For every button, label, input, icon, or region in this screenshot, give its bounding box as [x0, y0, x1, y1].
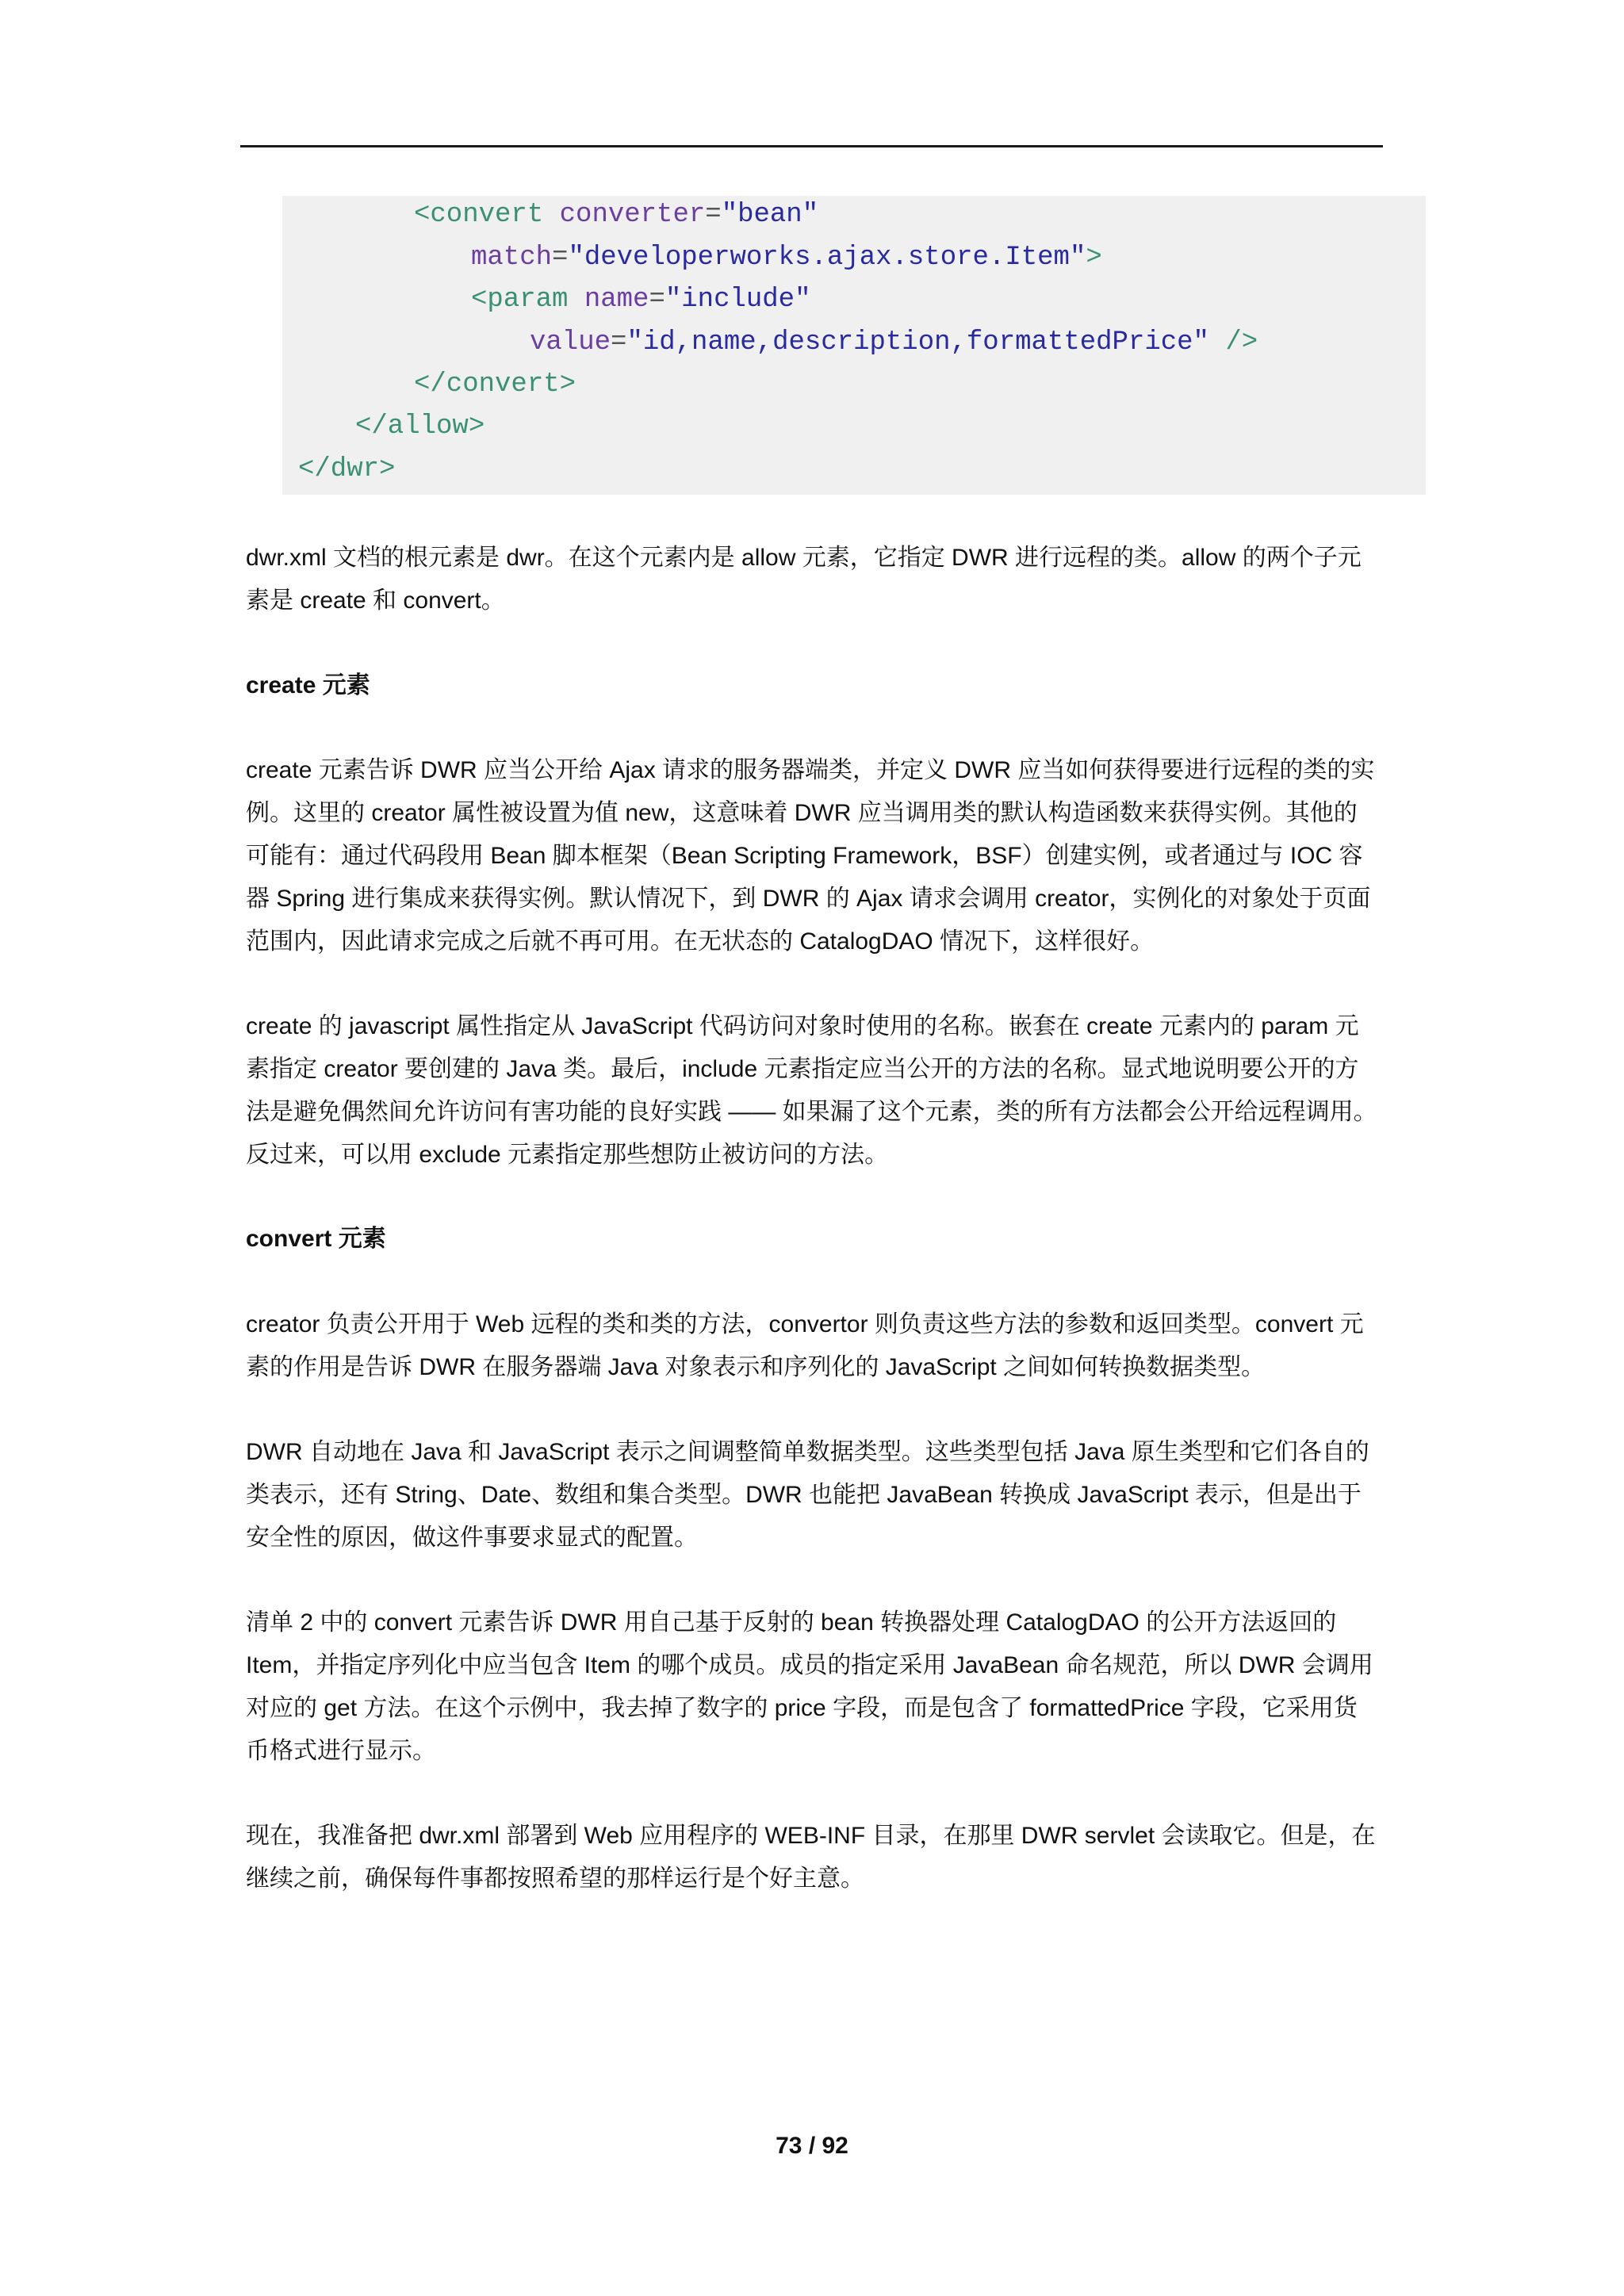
- page-number: 73 / 92: [776, 2133, 848, 2159]
- code-value: "include": [665, 285, 811, 315]
- code-line-3: [471, 284, 811, 316]
- code-attr: name: [584, 285, 649, 315]
- code-tag: <param: [471, 285, 584, 315]
- paragraph-3: create 的 javascript 属性指定从 JavaScript 代码访问对象时使用的名称。嵌套在 create 元素内的 param 元素指定 creator 要创建的 Java 类。最后，include 元素指定应当公开的方法的名称。显式地说明要公开的方法是避免偶然间允许访问有害功能的良好实践 —— 如果漏了这个元素，类的所有方法都会公开给远程调用。反过来，可以用 exclude 元素指定那些想防止被访问的方法。: [246, 1013, 1377, 1168]
- code-value: "bean": [721, 200, 819, 230]
- code-tag: >: [1086, 243, 1102, 273]
- section-heading-create: create 元素: [246, 672, 370, 698]
- code-value: "developerworks.ajax.store.Item": [568, 243, 1086, 273]
- code-attr: converter: [559, 200, 706, 230]
- code-line-2: [471, 242, 1102, 274]
- code-eq: =: [611, 327, 627, 358]
- paragraph-1: dwr.xml 文档的根元素是 dwr。在这个元素内是 allow 元素，它指定 DWR 进行远程的类。allow 的两个子元素是 create 和 convert。: [246, 545, 1362, 614]
- paragraph-7: 现在，我准备把 dwr.xml 部署到 Web 应用程序的 WEB-INF 目录，在那里 DWR servlet 会读取它。但是，在继续之前，确保每件事都按照希望的那样运行是个好主意。: [246, 1823, 1376, 1892]
- paragraph-2: create 元素告诉 DWR 应当公开给 Ajax 请求的服务器端类，并定义 DWR 应当如何获得要进行远程的类的实例。这里的 creator 属性被设置为值 new，这意味着 DWR 应当调用类的默认构造函数来获得实例。其他的可能有：通过代码段用 Bean 脚本框架（Bean Scripting Framework，BSF）创建实例，或者通过与 IOC 容器 Spring 进行集成来获得实例。默认情况下，到 DWR 的 Ajax 请求会调用 creator，实例化的对象处于页面范围内，因此请求完成之后就不再可用。在无状态的 CatalogDAO 情况下，这样很好。: [246, 757, 1375, 955]
- paragraph-4: creator 负责公开用于 Web 远程的类和类的方法，convertor 则负责这些方法的参数和返回类型。convert 元素的作用是告诉 DWR 在服务器端 Java 对象表示和序列化的 JavaScript 之间如何转换数据类型。: [246, 1311, 1364, 1380]
- header-rule: [240, 145, 1383, 147]
- code-line-1: [414, 199, 818, 231]
- code-tag: />: [1208, 327, 1258, 358]
- paragraph-5: DWR 自动地在 Java 和 JavaScript 表示之间调整简单数据类型。这些类型包括 Java 原生类型和它们各自的类表示，还有 String、Date、数组和集合类型。DWR 也能把 JavaBean 转换成 JavaScript 表示，但是出于安全性的原因，做这件事要求显式的配置。: [246, 1439, 1369, 1551]
- code-eq: =: [552, 243, 569, 273]
- code-line-5: </convert>: [414, 369, 576, 400]
- code-value: "id,name,description,formattedPrice": [626, 327, 1209, 358]
- code-attr: match: [471, 243, 553, 273]
- paragraph-6: 清单 2 中的 convert 元素告诉 DWR 用自己基于反射的 bean 转换器处理 CatalogDAO 的公开方法返回的 Item，并指定序列化中应当包含 Item 的哪个成员。成员的指定采用 JavaBean 命名规范，所以 DWR 会调用对应的 get 方法。在这个示例中，我去掉了数字的 price 字段，而是包含了 formattedPrice 字段，它采用货币格式进行显示。: [246, 1609, 1373, 1764]
- code-attr: value: [530, 327, 611, 358]
- code-line-4: [530, 327, 1258, 358]
- code-line-7: </dwr>: [298, 454, 396, 484]
- code-block: [282, 196, 1426, 495]
- section-heading-convert: convert 元素: [246, 1226, 386, 1252]
- code-line-6: </allow>: [355, 411, 485, 442]
- code-tag: <convert: [414, 200, 560, 230]
- code-eq: =: [649, 285, 665, 315]
- code-eq: =: [705, 200, 722, 230]
